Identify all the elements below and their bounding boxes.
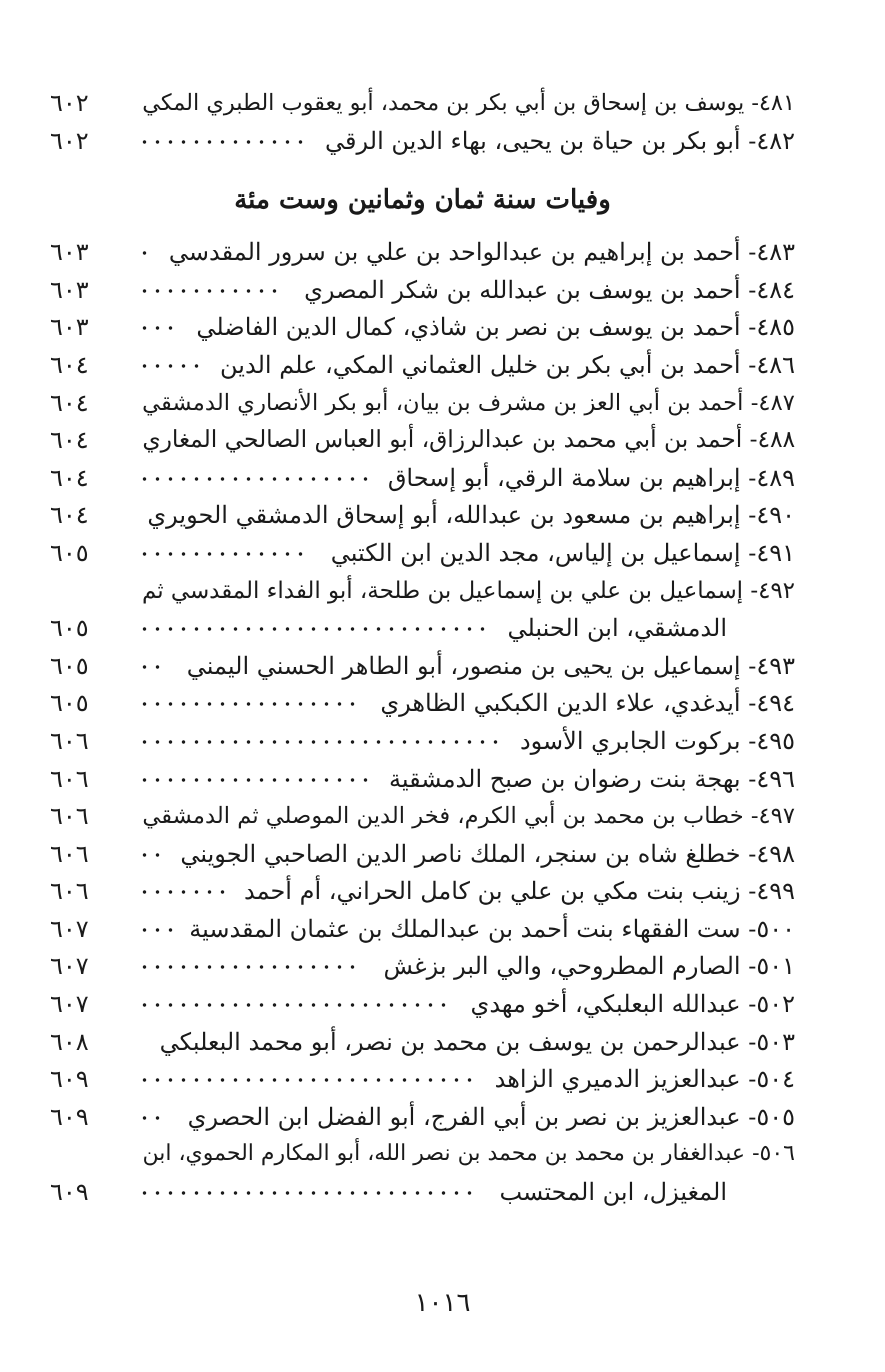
toc-entry-line [50,985,795,1023]
toc-page-number: ٦٠٢ [50,126,89,155]
toc-entry-line [50,1135,795,1173]
toc-entry-line [50,308,795,346]
toc-entry-line [50,84,795,122]
toc-entry-title: ٤٨١- يوسف بن إسحاق بن أبي بكر بن محمد، أبو يعقوب الطبري المكي [142,90,795,116]
toc-entry-title: ٤٩٣- إسماعيل بن يحيى بن منصور، أبو الطاهر الحسني اليمني [186,651,795,680]
toc-entry [50,1023,795,1061]
toc-entry-title: ٥٠١- الصارم المطروحي، والي البر بزغش [383,952,795,981]
leader-dots [138,1002,450,1008]
toc-entry-line [50,233,795,271]
toc-entry [50,572,795,647]
toc-entry-line [50,647,795,685]
toc-entry [50,1098,795,1136]
toc-entry [50,1135,795,1210]
toc-page-number: ٦٠٥ [50,689,89,718]
toc-entry [50,346,795,384]
leader-dots [138,363,203,369]
toc-entry-title: ٤٨٨- أحمد بن أبي محمد بن عبدالرزاق، أبو العباس الصالحي المغاري [142,426,795,454]
toc-page-number: ٦٠٣ [50,275,89,304]
toc-entry-line [50,684,795,722]
leader-dots [138,1077,476,1083]
toc-page-number: ٦٠٤ [50,463,89,492]
toc-entry-title: ٤٩٨- خطلغ شاه بن سنجر، الملك ناصر الدين الصاحبي الجويني [180,839,795,868]
leader-dots [138,777,372,783]
toc-entry [50,684,795,722]
toc-entry-title: ٥٠٣- عبدالرحمن بن يوسف بن محمد بن نصر، أبو محمد البعلبكي [159,1027,795,1056]
leader-dots [138,626,489,632]
toc-entry-title: ٤٩٥- بركوت الجابري الأسود [519,726,795,755]
toc-entry-line [50,760,795,798]
toc-entry [50,722,795,760]
toc-entry-line [50,872,795,910]
toc-page-number: ٦٠٩ [50,1065,89,1094]
leader-dots [138,739,502,745]
toc-entry-continuation [50,609,795,647]
toc-page-number: ٦٠٦ [50,726,89,755]
toc-page-number: ٦٠٧ [50,990,89,1019]
toc-page-number: ٦٠٩ [50,1178,89,1207]
toc-entry [50,797,795,835]
toc-entry-line [50,1098,795,1136]
toc-entry-title: المغيزل، ابن المحتسب [499,1178,727,1207]
toc-entry [50,910,795,948]
leader-dots [138,1115,164,1121]
toc-entry-line [50,384,795,422]
leader-dots [138,889,229,895]
toc-entry-title: ٤٩٧- خطاب بن محمد بن أبي الكرم، فخر الدين الموصلي ثم الدمشقي [142,803,795,830]
toc-entry [50,271,795,309]
toc-entry-line [50,1023,795,1061]
leader-dots [138,288,281,294]
toc-page-number: ٦٠٤ [50,350,89,379]
toc-entry-line [50,271,795,309]
toc-page-number: ٦٠٣ [50,313,89,342]
toc-entry-title: ٥٠٥- عبدالعزيز بن نصر بن أبي الفرج، أبو الفضل ابن الحصري [187,1102,795,1131]
leader-dots [138,476,372,482]
leader-dots [138,325,177,331]
toc-page-number: ٦٠٦ [50,877,89,906]
toc-entry-title: ٤٨٦- أحمد بن أبي بكر بن خليل العثماني المكي، علم الدين [220,350,795,379]
toc-entry-title: ٤٩٩- زينب بنت مكي بن علي بن كامل الحراني، أم أحمد [243,877,795,906]
toc-entry [50,84,795,122]
toc-entry-title: ٤٩٦- بهجة بنت رضوان بن صبح الدمشقية [389,764,795,793]
toc-entry [50,233,795,271]
toc-entry-line [50,1060,795,1098]
toc-entry-continuation [50,1173,795,1211]
toc-page-number: ٦٠٥ [50,614,89,643]
toc-entry-line [50,459,795,497]
toc-entry [50,496,795,534]
toc-entry [50,534,795,572]
toc-page-number: ٦٠٥ [50,538,89,567]
toc-entry-line [50,496,795,534]
toc-page-number: ٦٠٤ [50,501,89,530]
toc-entry [50,872,795,910]
toc-entry-line [50,722,795,760]
leader-dots [138,927,177,933]
toc-entry [50,122,795,160]
toc-entry [50,647,795,685]
toc-entry-line [50,421,795,459]
toc-page-number: ٦٠٨ [50,1027,89,1056]
toc-entry-title: ٤٨٩- إبراهيم بن سلامة الرقي، أبو إسحاق [387,463,795,492]
toc-entry-line [50,797,795,835]
toc-entry-title: ٥٠٠- ست الفقهاء بنت أحمد بن عبدالملك بن عثمان المقدسية [189,914,795,943]
leader-dots [138,852,164,858]
toc-entry [50,421,795,459]
toc-page-number: ٦٠٤ [50,388,89,417]
leader-dots [138,701,359,707]
toc-entry [50,760,795,798]
toc-entry-line [50,947,795,985]
toc-page-number: ٦٠٧ [50,952,89,981]
toc-page-number: ٦٠٦ [50,839,89,868]
toc-entry [50,1060,795,1098]
toc-entry-title: ٥٠٤- عبدالعزيز الدميري الزاهد [494,1065,795,1094]
toc-entry [50,947,795,985]
toc-entry-title: ٤٨٤- أحمد بن يوسف بن عبدالله بن شكر المصري [304,275,795,304]
toc-page-number: ٦٠٢ [50,89,89,117]
toc-page-number: ٦٠٩ [50,1102,89,1131]
toc-entry-title: ٤٩١- إسماعيل بن إلياس، مجد الدين ابن الكتبي [330,538,795,567]
toc-entry [50,384,795,422]
section-heading: وفيات سنة ثمان وثمانين وست مئة [234,185,611,216]
table-of-contents [50,84,795,1211]
toc-entry-title: ٤٨٣- أحمد بن إبراهيم بن عبدالواحد بن علي بن سرور المقدسي [168,238,795,267]
toc-entry-title: ٤٩٢- إسماعيل بن علي بن إسماعيل بن طلحة، أبو الفداء المقدسي ثم [142,577,795,604]
toc-entry-line [50,346,795,384]
leader-dots [138,139,307,145]
toc-page-number: ٦٠٤ [50,426,89,455]
toc-entry-title: ٤٨٥- أحمد بن يوسف بن نصر بن شاذي، كمال الدين الفاضلي [196,313,795,342]
toc-entry [50,835,795,873]
toc-entry-line [50,572,795,610]
leader-dots [138,551,307,557]
toc-entry-title: ٥٠٦- عبدالغفار بن محمد بن محمد بن نصر الله، أبو المكارم الحموي، ابن [142,1141,795,1167]
toc-entry-title: ٤٨٢- أبو بكر بن حياة بن يحيى، بهاء الدين الرقي [325,126,795,155]
toc-entry-title: الدمشقي، ابن الحنبلي [507,614,727,643]
leader-dots [138,1190,476,1196]
toc-entry-line [50,910,795,948]
toc-entry-line [50,534,795,572]
leader-dots [138,964,359,970]
toc-page-number: ٦٠٥ [50,651,89,680]
leader-dots [138,250,151,256]
page-number: ١٠١٦ [414,1288,471,1318]
leader-dots [138,664,164,670]
toc-page-number: ٦٠٦ [50,802,89,831]
toc-entry [50,985,795,1023]
toc-entry [50,459,795,497]
toc-entry-title: ٤٩٤- أيدغدي، علاء الدين الكبكبي الظاهري [380,689,795,718]
toc-entry-title: ٥٠٢- عبدالله البعلبكي، أخو مهدي [470,990,795,1019]
toc-entry-line [50,835,795,873]
toc-page-number: ٦٠٣ [50,238,89,267]
toc-entry-title: ٤٩٠- إبراهيم بن مسعود بن عبدالله، أبو إسحاق الدمشقي الحويري [147,501,795,530]
toc-entry-title: ٤٨٧- أحمد بن أبي العز بن مشرف بن بيان، أبو بكر الأنصاري الدمشقي [142,389,795,416]
toc-entry-line [50,122,795,160]
toc-page-number: ٦٠٦ [50,764,89,793]
toc-page-number: ٦٠٧ [50,914,89,943]
toc-entry [50,308,795,346]
